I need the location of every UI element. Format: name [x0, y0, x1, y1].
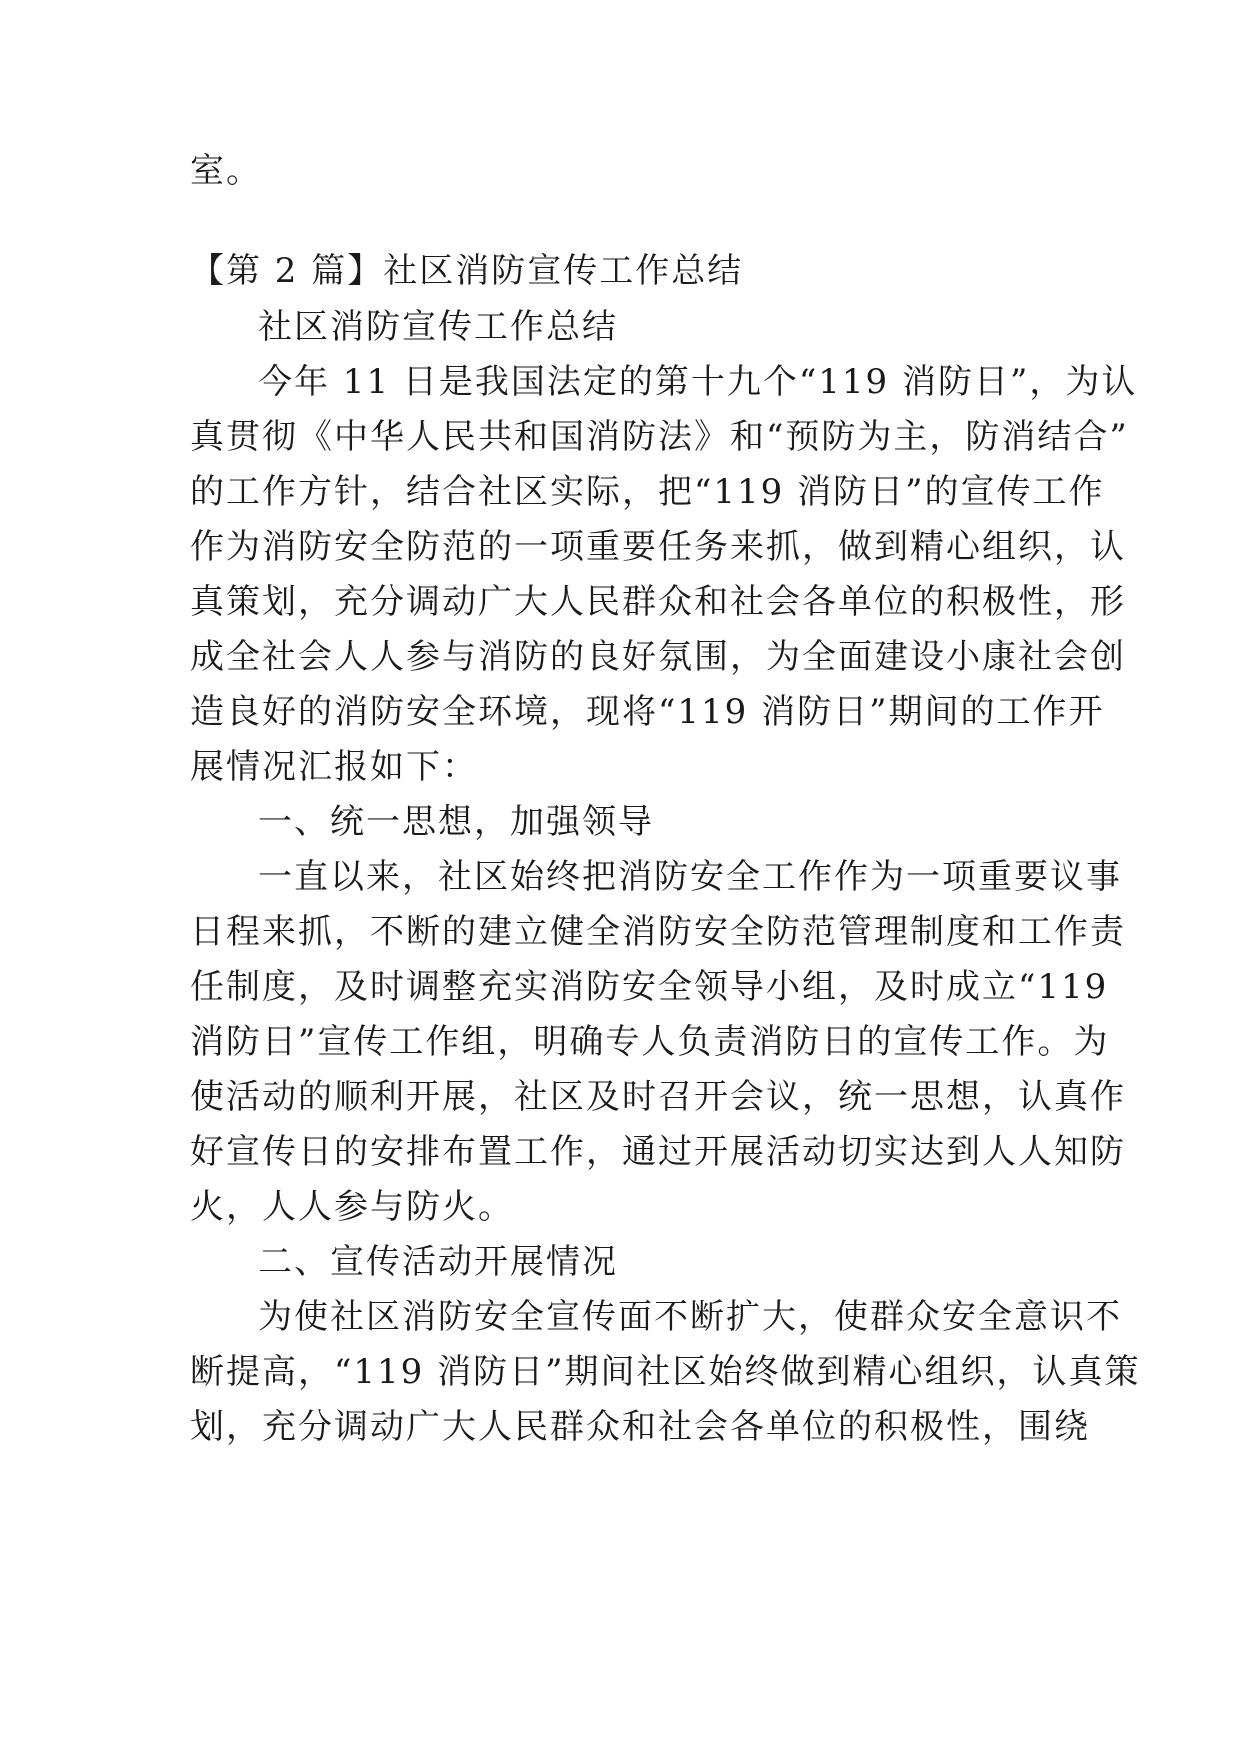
text-line: 任制度，及时调整充实消防安全领导小组，及时成立“119 — [190, 967, 1109, 1007]
text-line: 一直以来，社区始终把消防安全工作作为一项重要议事 — [258, 857, 1122, 897]
text-line: 为使社区消防安全宣传面不断扩大，使群众安全意识不 — [258, 1297, 1122, 1337]
text-line: 火，人人参与防火。 — [190, 1187, 514, 1227]
text-line: 今年 11 日是我国法定的第十九个“119 消防日”，为认 — [258, 362, 1138, 402]
article-title: 社区消防宣传工作总结 — [258, 307, 618, 347]
text-line: 日程来抓，不断的建立健全消防安全防范管理制度和工作责 — [190, 912, 1126, 952]
text-line: 的工作方针，结合社区实际，把“119 消防日”的宣传工作 — [190, 472, 1105, 512]
text-line: 造良好的消防安全环境，现将“119 消防日”期间的工作开 — [190, 692, 1105, 732]
text-line: 展情况汇报如下： — [190, 747, 478, 787]
text-line: 真贯彻《中华人民共和国消防法》和“预防为主，防消结合” — [190, 417, 1129, 457]
text-line: 好宣传日的安排布置工作，通过开展活动切实达到人人知防 — [190, 1132, 1126, 1172]
text-line: 消防日”宣传工作组，明确专人负责消防日的宣传工作。为 — [190, 1022, 1110, 1062]
text-line: 划，充分调动广大人民群众和社会各单位的积极性，围绕 — [190, 1407, 1090, 1447]
subsection-heading: 二、宣传活动开展情况 — [258, 1242, 618, 1282]
subsection-heading: 一、统一思想，加强领导 — [258, 802, 654, 842]
text-line: 成全社会人人参与消防的良好氛围，为全面建设小康社会创 — [190, 637, 1126, 677]
text-line: 室。 — [190, 151, 262, 191]
section-heading: 【第 2 篇】社区消防宣传工作总结 — [190, 251, 744, 291]
text-line: 真策划，充分调动广大人民群众和社会各单位的积极性，形 — [190, 582, 1126, 622]
text-line: 作为消防安全防范的一项重要任务来抓，做到精心组织，认 — [190, 527, 1126, 567]
text-line: 断提高，“119 消防日”期间社区始终做到精心组织，认真策 — [190, 1352, 1141, 1392]
text-line: 使活动的顺利开展，社区及时召开会议，统一思想，认真作 — [190, 1077, 1126, 1117]
